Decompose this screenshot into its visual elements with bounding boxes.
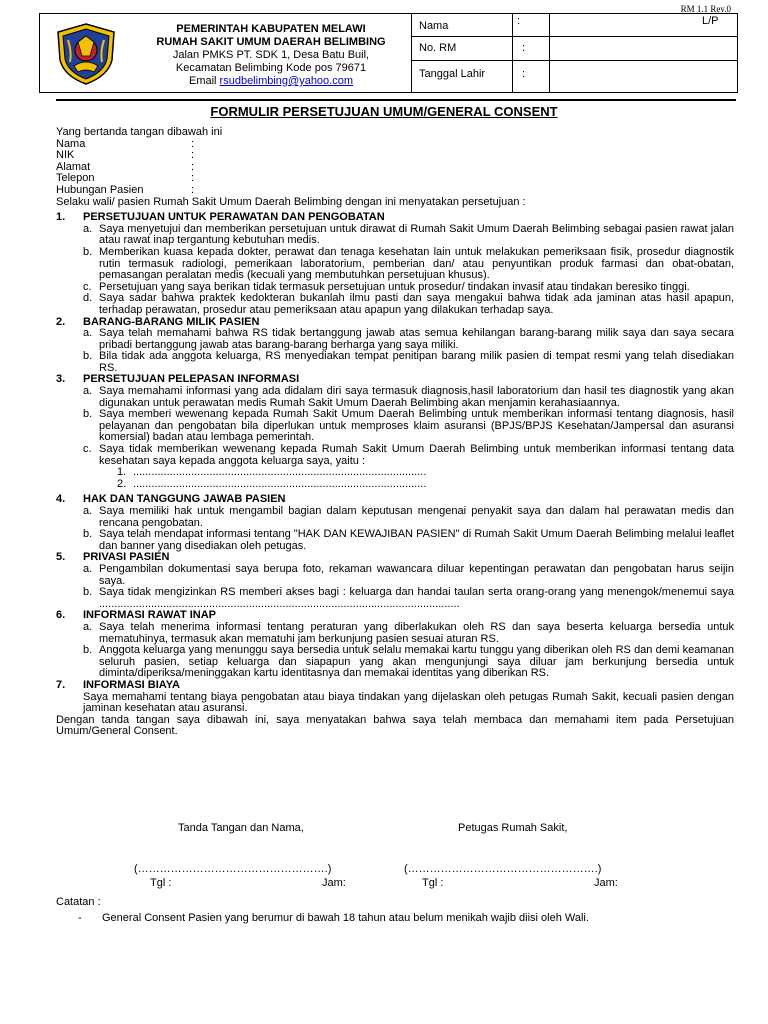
header-divider <box>411 14 412 92</box>
field-label: Nama <box>56 137 86 150</box>
email-label: Email <box>188 75 220 87</box>
section-number: 5. <box>56 551 66 564</box>
institution-line-2: RUMAH SAKIT UMUM DAERAH BELIMBING <box>156 36 386 48</box>
field-row <box>56 185 734 197</box>
patient-name-sep: : <box>517 15 521 27</box>
signature-left-time: Jam: <box>322 877 346 889</box>
section-heading <box>56 680 734 692</box>
closing-text: Dengan tanda tangan saya dibawah ini, saya menyatakan bahwa saya telah membaca dan memahami item pada Persetujuan Umum/General Consent. <box>56 713 734 738</box>
list-item <box>56 351 734 374</box>
field-label: Telepon <box>56 172 95 185</box>
item-text: Saya memberi wewenang kepada Rumah Sakit Umum Daerah Belimbing untuk memberikan informasi tentang diagnosis, hasil pelayanan dan pengobatan bila diperlukan untuk memproses klaim asuransi (BPJS/BPJS Kesehatan/Jampersal dan asuransi komersial) badan atau lembaga pemerintah. <box>99 408 734 444</box>
intro-text: Yang bertanda tangan dibawah ini <box>56 126 223 138</box>
item-letter: b. <box>83 586 93 599</box>
signature-right-label: Petugas Rumah Sakit, <box>458 822 568 834</box>
field-row <box>56 139 734 151</box>
field-sep: : <box>191 160 195 173</box>
item-text: Anggota keluarga yang menunggu saya bersedia untuk selalu memakai kartu tunggu yang diberikan oleh RS dan demi keamanan seluruh pasien, setiap keluarga dan siapapun yang akan mengunjungi saya diluar jam berkunjung bersedia untuk diminta/diperiksa/meninggakan kartu identitasnya dan memakai identitas yang diberikan RS. <box>99 644 734 680</box>
item-letter: a. <box>83 222 93 235</box>
signature-left-label: Tanda Tangan dan Nama, <box>178 822 304 834</box>
section-number: 1. <box>56 211 66 224</box>
section-heading <box>56 212 734 224</box>
list-item <box>56 645 734 680</box>
section-number: 4. <box>56 493 66 506</box>
institution-email-line <box>130 75 412 88</box>
list-item <box>56 409 734 444</box>
item-text: Saya memahami informasi yang ada didalam diri saya termasuk diagnosis,hasil laboratorium dan hasil tes diagnostik yang akan digunakan untuk perawatan medis Rumah Sakit Umum Daerah Belimbing akan menjamin kerahasiaannya. <box>99 385 734 409</box>
item-text: Persetujuan yang saya berikan tidak termasuk persetujuan untuk prosedur/ tindakan invasif atau tindakan beresiko tinggi. <box>99 280 690 293</box>
header-box <box>39 13 738 93</box>
section-paragraph: Saya memahami tentang biaya pengobatan atau biaya tindakan yang dijelaskan oleh petugas Rumah Sakit, kecuali pasien dengan jaminan kesehatan atau asuransi. <box>83 690 734 715</box>
list-item <box>56 224 734 247</box>
item-letter: d. <box>83 292 93 305</box>
list-item <box>56 564 734 587</box>
field-sep: : <box>191 183 195 196</box>
form-title: FORMULIR PERSETUJUAN UMUM/GENERAL CONSENT <box>210 104 558 119</box>
item-text: Saya tidak mengizinkan RS memberi akses bagi : keluarga dan handai taulan serta orang-orang yang menengok/menemui saya ...................................................................................................................... <box>99 586 734 610</box>
sub-item-blank: ................................................................................................ <box>133 477 427 490</box>
signature-left-date: Tgl : <box>150 877 172 889</box>
header-divider-3 <box>549 14 550 92</box>
item-letter: b. <box>83 245 93 258</box>
item-letter: c. <box>83 443 92 456</box>
field-sep: : <box>191 137 195 150</box>
item-letter: b. <box>83 350 93 363</box>
regency-emblem-icon <box>54 22 118 86</box>
list-item <box>56 622 734 645</box>
item-letter: a. <box>83 620 93 633</box>
sub-item <box>56 479 734 491</box>
header-rule <box>56 99 736 101</box>
item-text: Saya memiliki hak untuk mengambil bagian dalam keputusan mengenai penyakit saya dan dalam hal perawatan medis dan rencana pengobatan. <box>99 505 734 529</box>
section-title: PERSETUJUAN UNTUK PERAWATAN DAN PENGOBATAN <box>83 211 385 224</box>
form-code: RM 1.1 Rev.0 <box>680 4 731 14</box>
form-body <box>56 127 734 738</box>
signature-right-line: (…………………………………………….) <box>404 863 602 875</box>
field-sep: : <box>191 149 195 162</box>
list-item <box>56 444 734 467</box>
item-letter: a. <box>83 505 93 517</box>
field-row <box>56 173 734 185</box>
list-item <box>56 506 734 529</box>
section-title: PRIVASI PASIEN <box>83 551 170 564</box>
institution-block <box>130 23 412 88</box>
patient-rm-label: No. RM <box>419 42 457 54</box>
list-item <box>56 529 734 552</box>
section-title: HAK DAN TANGGUNG JAWAB PASIEN <box>83 493 286 506</box>
list-item <box>56 587 734 610</box>
item-letter: b. <box>83 408 93 421</box>
section-number: 2. <box>56 315 66 328</box>
section-title: INFORMASI RAWAT INAP <box>83 609 217 622</box>
note-bullet: - <box>78 912 82 924</box>
list-item <box>56 386 734 409</box>
item-text: Saya sadar bahwa praktek kedokteran bukanlah ilmu pasti dan saya mengakui bahwa tidak ada jaminan atas hasil apapun, terhadap perawatan, prosedur atau pemeriksaan atau apapun yang dilakukan terhadap saya. <box>99 292 734 316</box>
institution-address-2: Kecamatan Belimbing Kode pos 79671 <box>175 62 367 74</box>
patient-dob-label: Tanggal Lahir <box>419 68 486 80</box>
statement-text: Selaku wali/ pasien Rumah Sakit Umum Daerah Belimbing dengan ini menyatakan persetujuan : <box>56 195 526 208</box>
email-link[interactable]: rsudbelimbing@yahoo.com <box>219 75 354 87</box>
patient-rm-sep: : <box>522 42 526 54</box>
section-title: PERSETUJUAN PELEPASAN INFORMASI <box>83 373 300 386</box>
item-text: Memberikan kuasa kepada dokter, perawat dan tenaga kesehatan lain untuk melakukan pemeriksaan fisik, prosedur diagnostik rutin termasuk radiologi, pemerikaan laboratorium, pemberian dan/ atau penyuntikan produk farmasi dan obat-obatan, pemasangan peralatan medis (kecuali yang membutuhkan persetujuan khusus). <box>99 245 734 282</box>
item-text: Saya telah menerima informasi tentang peraturan yang diberlakukan oleh RS dan saya beserta keluarga bersedia untuk mematuhinya, termasuk akan mematuhi jam berkunjung pasien sesuai aturan RS. <box>99 620 734 645</box>
signature-right-time: Jam: <box>594 877 618 889</box>
item-text: Saya menyetujui dan memberikan persetujuan untuk dirawat di Rumah Sakit Umum Daerah Belimbing sebagai pasien rawat jalan atau rawat inap tergantung kebutuhan medis. <box>99 222 734 247</box>
section-number: 3. <box>56 373 66 386</box>
sub-item-blank: ................................................................................................ <box>133 466 427 479</box>
sub-item-number: 1. <box>117 466 127 479</box>
institution-line-1: PEMERINTAH KABUPATEN MELAWI <box>176 23 366 35</box>
institution-address-1: Jalan PMKS PT. SDK 1, Desa Batu Buil, <box>172 49 370 61</box>
section-title: BARANG-BARANG MILIK PASIEN <box>83 315 260 328</box>
field-sep: : <box>191 172 195 185</box>
item-text: Bila tidak ada anggota keluarga, RS menyediakan tempat penitipan barang milik pasien di tempat resmi yang telah disediakan RS. <box>99 350 734 374</box>
item-text: Pengambilan dokumentasi saya berupa foto, rekaman wawancara diluar kepentingan perawatan dan pengobatan harus seijin saya. <box>99 562 734 587</box>
item-letter: a. <box>83 385 93 398</box>
item-text: Saya telah memahami bahwa RS tidak bertanggung jawab atas semua kehilangan barang-barang milik saya dan saya secara pribadi bertanggung jawab atas barang-barang berharga yang saya miliki. <box>99 327 734 351</box>
section-number: 7. <box>56 678 66 691</box>
field-label: Alamat <box>56 160 91 173</box>
item-text: Saya tidak memberikan wewenang kepada Rumah Sakit Umum Daerah Belimbing untuk memberikan informasi tentang data kesehatan saya kepada anggota keluarga saya, yaitu : <box>99 443 734 467</box>
header-divider-2 <box>512 14 513 92</box>
note-text: General Consent Pasien yang berumur di bawah 18 tahun atau belum menikah wajib diisi oleh Wali. <box>102 912 589 924</box>
list-item <box>56 328 734 351</box>
field-label: Hubungan Pasien <box>56 183 144 196</box>
item-letter: a. <box>83 327 93 340</box>
item-letter: b. <box>83 644 93 657</box>
item-text: Saya telah mendapat informasi tentang "HAK DAN KEWAJIBAN PASIEN" di Rumah Sakit Umum Daerah Belimbing melalui leaflet dan banner yang disediakan oleh petugas. <box>99 528 734 552</box>
sub-item-number: 2. <box>117 477 127 490</box>
header-row-line <box>411 36 737 37</box>
patient-name-label: Nama <box>419 20 449 32</box>
section-title: INFORMASI BIAYA <box>83 678 180 691</box>
section-number: 6. <box>56 609 66 622</box>
item-letter: a. <box>83 562 93 575</box>
signature-right-date: Tgl : <box>422 877 444 889</box>
header-row-line <box>411 60 737 61</box>
item-letter: b. <box>83 528 93 541</box>
patient-dob-sep: : <box>522 68 526 80</box>
field-label: NIK <box>56 149 75 162</box>
item-letter: c. <box>83 280 92 293</box>
field-row <box>56 150 734 162</box>
field-row <box>56 162 734 174</box>
lp-label: L/P <box>702 15 719 27</box>
list-item <box>56 293 734 316</box>
notes-label: Catatan : <box>56 896 101 908</box>
signature-left-line: (…………………………………………….) <box>134 863 332 875</box>
list-item <box>56 247 734 282</box>
